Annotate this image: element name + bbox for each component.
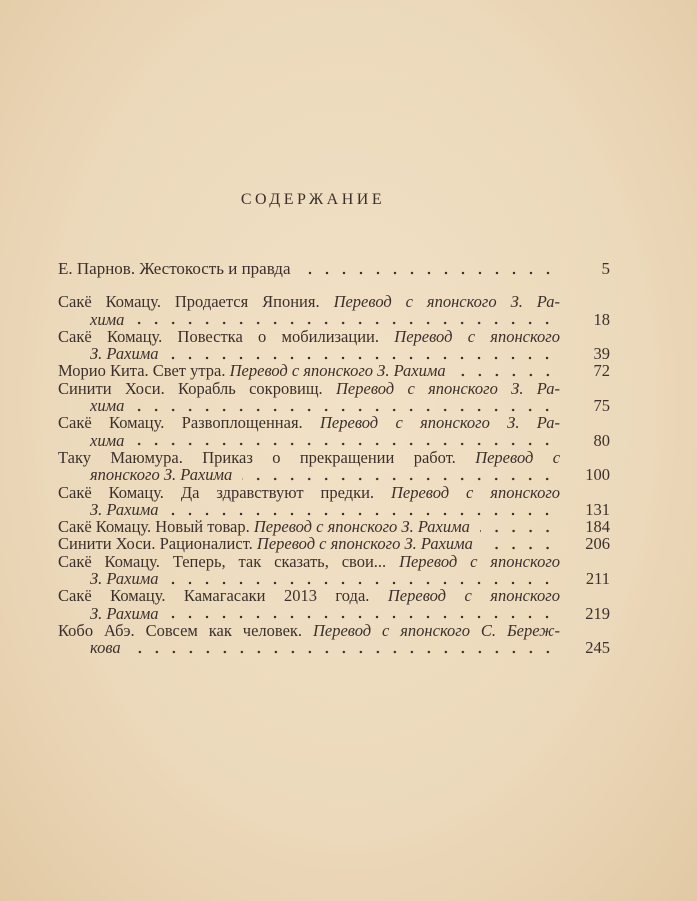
page-title: СОДЕРЖАНИЕ — [240, 191, 386, 208]
entry-translator: Перевод с — [475, 447, 561, 467]
entry-line — [58, 414, 560, 431]
page-number: 80 — [593, 430, 610, 450]
entry-translator: Перевод с японского — [390, 482, 561, 502]
dot-leader — [134, 442, 556, 446]
dot-leader — [480, 529, 556, 533]
entry-translator-cont: хима — [90, 309, 125, 329]
entry-translator: Перевод с японского С. Береж- — [312, 620, 561, 640]
dot-leader — [242, 477, 556, 481]
dot-leader — [456, 373, 556, 377]
entry-title: Кобо Абэ. Совсем как человек. — [58, 620, 303, 640]
entry-translator: Перевод с японского З. Ра- — [336, 378, 560, 398]
entry-title: Сакё Комацу. Да здравствуют предки. — [58, 482, 375, 502]
entry-translator-cont: хима — [90, 430, 125, 450]
page-number: 72 — [593, 361, 610, 381]
toc-entry — [58, 553, 610, 588]
page-number: 245 — [585, 638, 610, 658]
page-number: 75 — [593, 396, 610, 416]
dot-leader — [134, 408, 556, 412]
entry-title: Сакё Комацу. Продается Япония. — [58, 292, 320, 312]
toc-entry — [58, 449, 610, 484]
entry-translator: Перевод с японского З. Ра- — [333, 292, 561, 312]
entry-line — [58, 622, 560, 639]
entry-continuation — [58, 345, 610, 362]
toc-entry — [58, 535, 610, 552]
page-number: 184 — [585, 517, 610, 537]
entry-continuation — [58, 501, 610, 518]
page-number: 219 — [585, 603, 610, 623]
page-number: 211 — [585, 569, 610, 589]
toc-entry — [58, 380, 610, 415]
entry-continuation — [58, 466, 610, 483]
entry-translator-cont: хима — [90, 396, 125, 416]
entry-title: Синити Хоси. Корабль сокровищ. — [58, 378, 323, 398]
entry-translator: Перевод с японского — [394, 326, 560, 346]
entry-translator-cont: З. Рахима — [90, 603, 159, 623]
entry-continuation — [58, 311, 610, 328]
entry-line — [58, 293, 560, 310]
entry-continuation — [58, 639, 610, 656]
entry-translator: Перевод с японского — [399, 551, 561, 571]
toc-entry — [58, 587, 610, 622]
page-number: 18 — [593, 309, 610, 329]
toc-entry-intro — [58, 260, 610, 277]
entry-title: Морио Кита. Свет утра. — [58, 361, 226, 381]
entry-continuation — [58, 605, 610, 622]
entry-title: Сакё Комацу. Новый товар. — [58, 517, 250, 537]
table-of-contents — [58, 260, 610, 657]
entry-title: Сакё Комацу. Повестка о мобилизации. — [58, 326, 379, 346]
dot-leader — [134, 321, 556, 325]
entry-line — [58, 328, 560, 345]
dot-leader — [168, 356, 556, 360]
entry-line — [58, 449, 560, 466]
entry-line — [58, 535, 610, 552]
entry-translator-cont: З. Рахима — [90, 499, 159, 519]
dot-leader — [483, 546, 556, 550]
entry-line — [58, 484, 560, 501]
page-number: 100 — [585, 465, 610, 485]
entry-translator: Перевод с японского — [387, 586, 560, 606]
entry-translator: Перевод с японского З. Рахима — [256, 534, 473, 554]
page-number: 5 — [601, 259, 610, 278]
toc-entry — [58, 518, 610, 535]
entry-line — [58, 553, 560, 570]
page-number: 131 — [585, 499, 610, 519]
toc-entry — [58, 414, 610, 449]
toc-entry — [58, 293, 610, 328]
entry-translator-cont: кова — [90, 638, 121, 658]
entry-continuation — [58, 432, 610, 449]
entry-translator-cont: японского З. Рахима — [90, 465, 233, 485]
entry-translator-cont: З. Рахима — [90, 344, 159, 364]
dot-leader — [168, 615, 556, 619]
entry-continuation — [58, 397, 610, 414]
entry-title: Сакё Комацу. Развоплощенная. — [58, 413, 303, 433]
page-number: 39 — [593, 344, 610, 364]
entry-translator: Перевод с японского З. Ра- — [320, 413, 561, 433]
dot-leader — [131, 650, 556, 654]
dot-leader — [168, 512, 556, 516]
dot-leader — [301, 271, 556, 275]
dot-leader — [168, 581, 556, 585]
entry-title: Е. Парнов. Жестокость и правда — [58, 259, 291, 278]
entry-translator: Перевод с японского З. Рахима — [229, 361, 446, 381]
toc-entry — [58, 328, 610, 363]
entry-title: Сакё Комацу. Камагасаки 2013 года. — [58, 586, 370, 606]
toc-entry — [58, 622, 610, 657]
toc-entry — [58, 484, 610, 519]
entry-line — [58, 380, 560, 397]
page-number: 206 — [585, 534, 610, 554]
entry-title: Синити Хоси. Рационалист. — [58, 534, 253, 554]
toc-entry — [58, 362, 610, 379]
entry-line — [58, 518, 610, 535]
entry-title: Сакё Комацу. Теперь, так сказать, свои... — [58, 551, 387, 571]
entry-line — [58, 587, 560, 604]
entry-translator-cont: З. Рахима — [90, 569, 159, 589]
entry-continuation — [58, 570, 610, 587]
entry-title: Таку Маюмура. Приказ о прекращении работ. — [58, 447, 456, 467]
entry-translator: Перевод с японского З. Рахима — [253, 517, 470, 537]
entry-line — [58, 362, 610, 379]
